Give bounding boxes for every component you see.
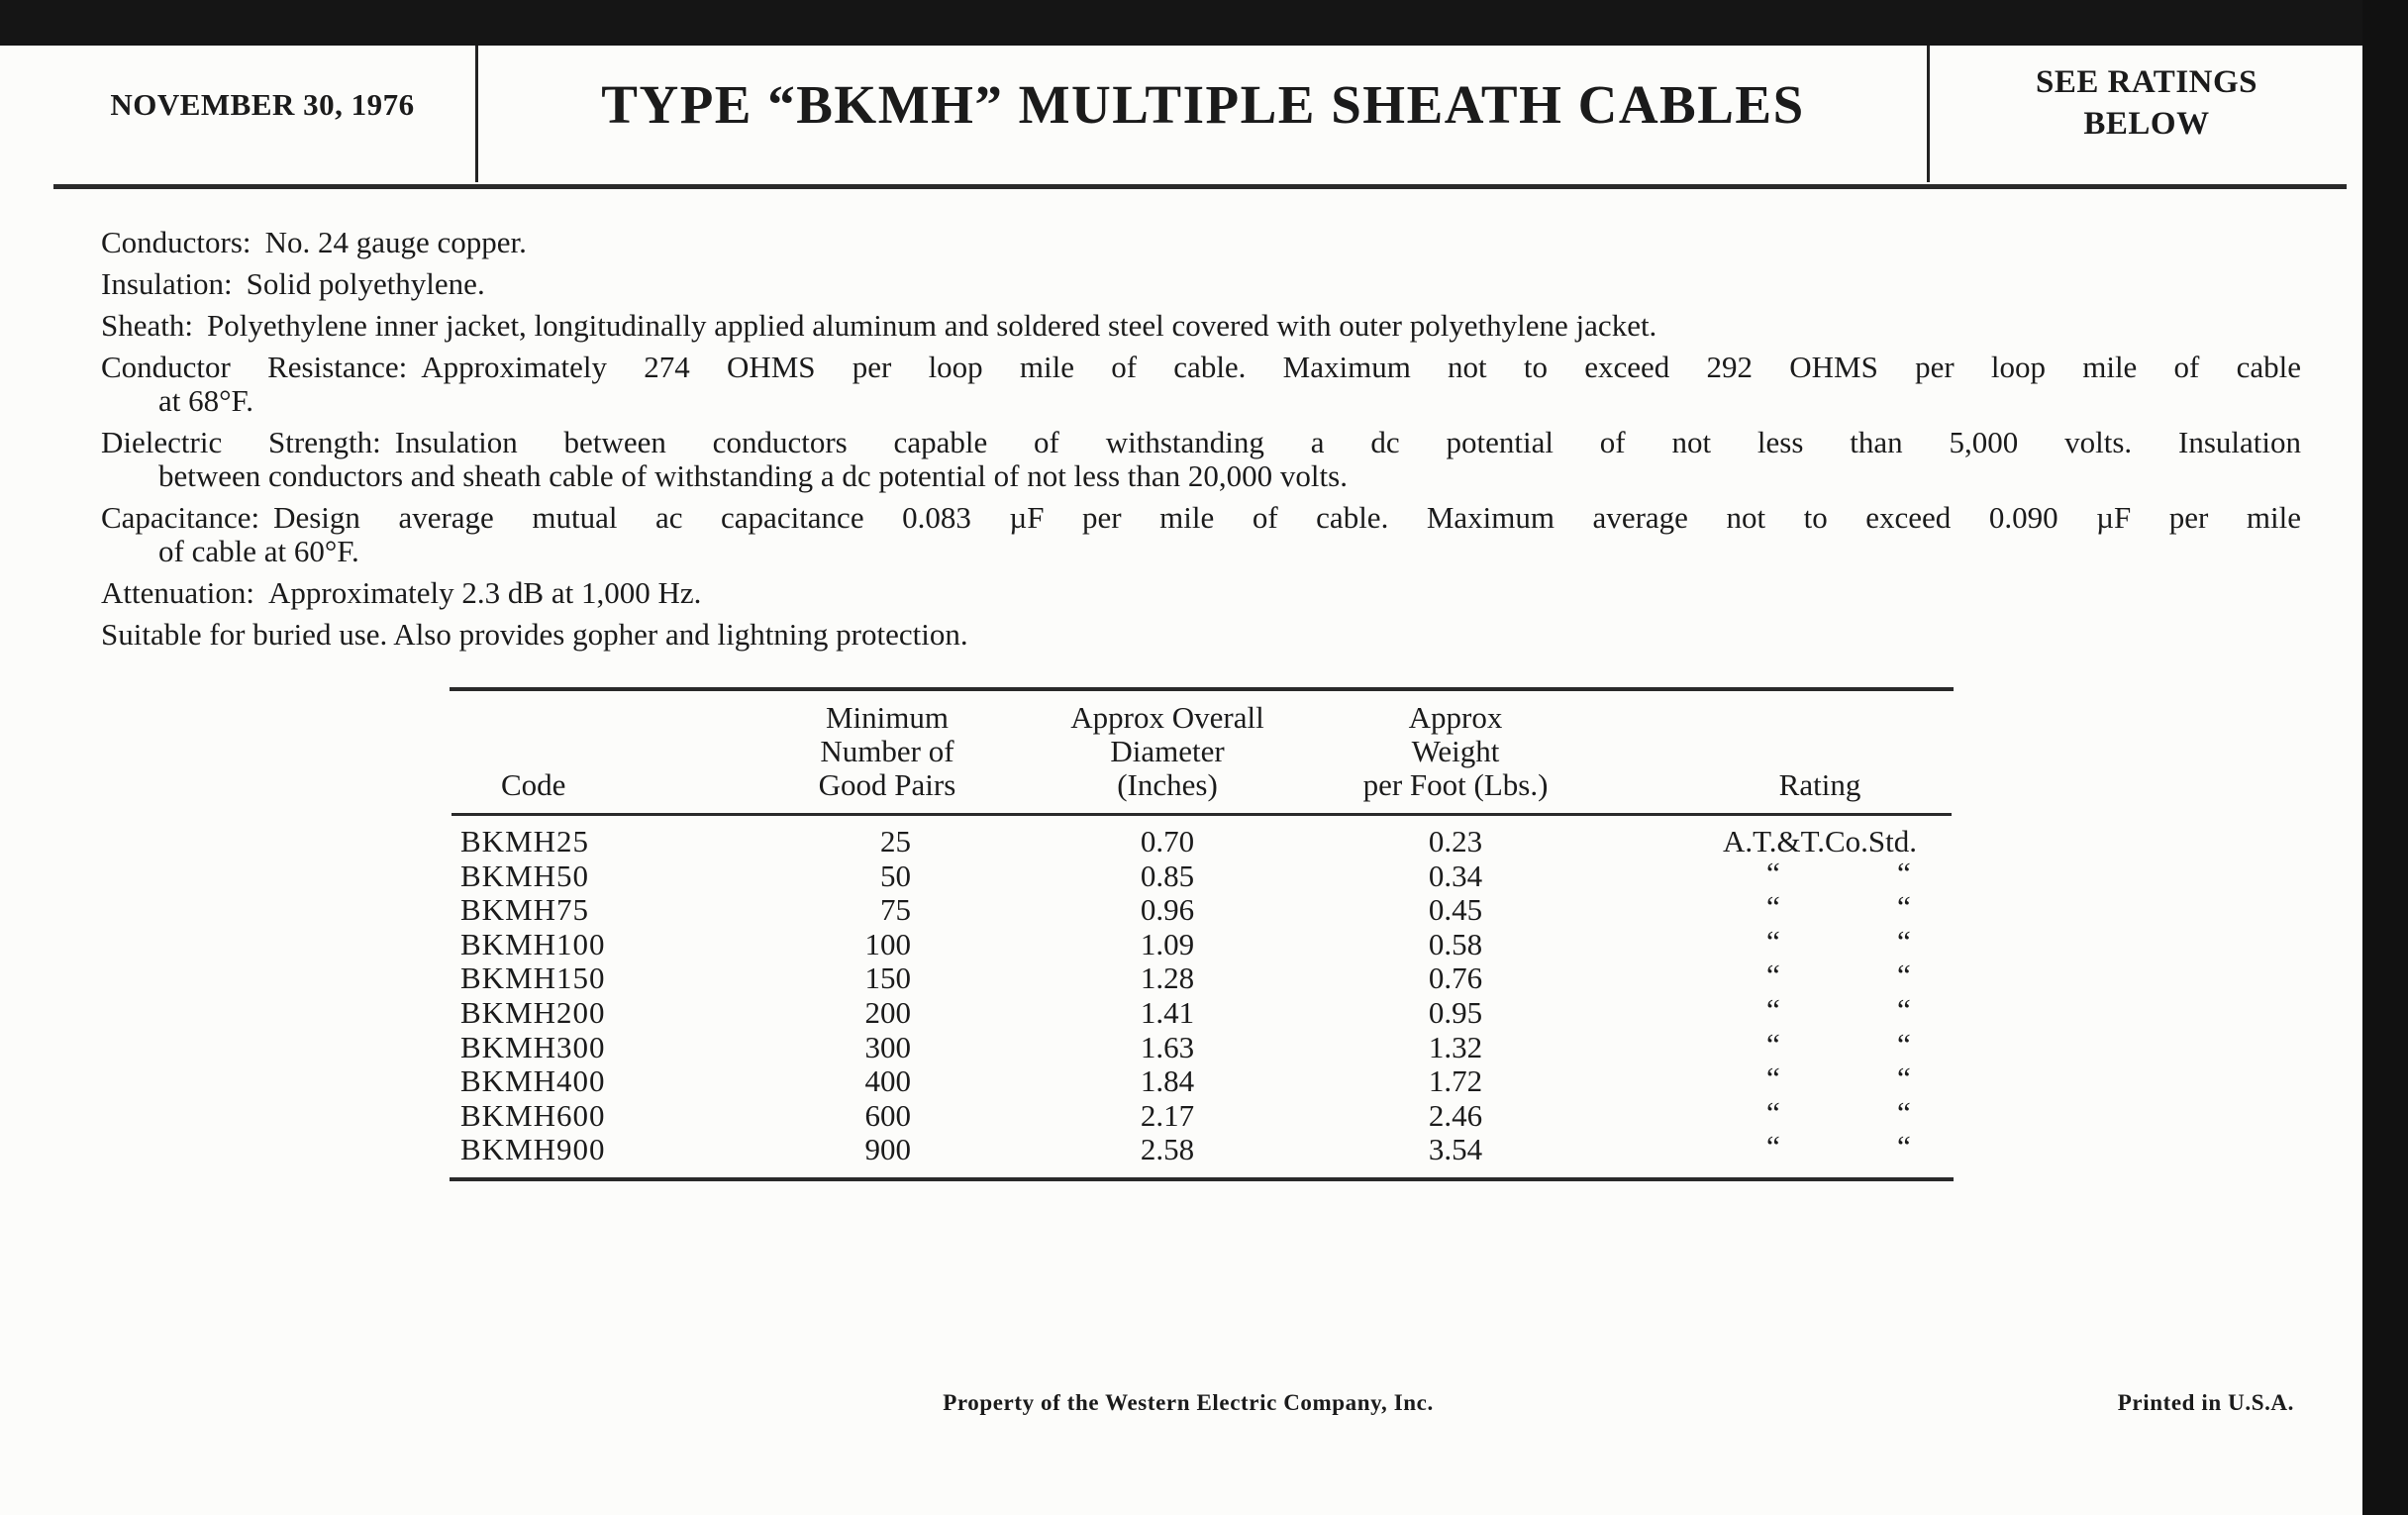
cell-weight: 0.95 — [1428, 995, 1483, 1030]
column-header-pairs: Number of — [820, 734, 954, 768]
ditto-mark: “ — [1897, 1129, 1911, 1164]
cell-code: BKMH150 — [460, 960, 606, 996]
cell-diameter: 2.58 — [1140, 1132, 1195, 1167]
spec-line — [101, 501, 2301, 535]
cell-pairs: 600 — [864, 1097, 911, 1133]
ditto-mark: “ — [1766, 1060, 1780, 1096]
scan-right-border — [2362, 0, 2408, 1515]
cell-diameter: 0.85 — [1140, 858, 1195, 893]
spec-text: Suitable for buried use. Also provides gopher and lightning protection. — [101, 617, 968, 652]
spec-text: Solid polyethylene. — [246, 266, 485, 301]
spec-line — [101, 576, 2301, 610]
column-header-code: Code — [501, 767, 566, 802]
cell-pairs: 300 — [864, 1029, 911, 1064]
cell-diameter: 1.28 — [1140, 960, 1195, 996]
spec-label: Capacitance: — [101, 500, 260, 535]
column-header-pairs: Good Pairs — [818, 767, 956, 802]
spec-label: Dielectric Strength: — [101, 425, 381, 459]
column-header-weight: per Foot (Lbs.) — [1362, 767, 1549, 802]
ditto-mark: “ — [1897, 889, 1911, 925]
spec-text: Polyethylene inner jacket, longitudinally applied aluminum and soldered steel covered with outer polyethylene jacket. — [207, 308, 1657, 343]
spec-text: at 68°F. — [158, 383, 254, 418]
cell-code: BKMH50 — [460, 858, 590, 893]
table-header-rule — [452, 813, 1952, 816]
spec-line — [101, 426, 2301, 459]
cell-code: BKMH400 — [460, 1063, 606, 1099]
spec-item — [101, 576, 2301, 610]
spec-text: No. 24 gauge copper. — [264, 225, 527, 259]
spec-line — [101, 535, 2301, 568]
spec-line — [101, 309, 2301, 343]
cell-weight: 3.54 — [1428, 1132, 1483, 1167]
ratings-note-line: SEE RATINGS — [2035, 64, 2258, 100]
column-header-diameter: Diameter — [1110, 734, 1225, 768]
ratings-note — [1931, 61, 2362, 145]
header-divider — [475, 46, 478, 182]
spec-text: Insulation between conductors capable of withstanding a dc potential of not less than 5,000 volts. Insulation — [394, 425, 2301, 459]
specifications — [101, 226, 2301, 652]
cell-code: BKMH900 — [460, 1132, 606, 1167]
printed-in-notice: Printed in U.S.A. — [2117, 1390, 2294, 1415]
spec-line — [101, 351, 2301, 384]
cell-code: BKMH100 — [460, 926, 606, 961]
spec-text: Approximately 274 OHMS per loop mile of cable. Maximum not to exceed 292 OHMS per loop mile of cable — [421, 350, 2301, 384]
cell-code: BKMH25 — [460, 824, 590, 858]
spec-text: of cable at 60°F. — [158, 534, 359, 568]
document-title: TYPE “BKMH” MULTIPLE SHEATH CABLES — [601, 74, 1805, 135]
column-header-diameter: Approx Overall — [1070, 700, 1264, 735]
header-rule — [53, 184, 2347, 189]
spec-line — [101, 384, 2301, 418]
spec-item — [101, 267, 2301, 301]
cell-diameter: 0.96 — [1140, 892, 1195, 928]
cell-weight: 1.32 — [1428, 1029, 1483, 1064]
cell-pairs: 100 — [864, 926, 911, 961]
table-bottom-rule — [450, 1177, 1954, 1181]
ditto-mark: “ — [1766, 1129, 1780, 1164]
document-date: NOVEMBER 30, 1976 — [110, 87, 415, 122]
spec-label: Conductor Resistance: — [101, 350, 408, 384]
ditto-mark: “ — [1766, 1026, 1780, 1061]
cell-diameter: 2.17 — [1140, 1097, 1195, 1133]
cell-weight: 1.72 — [1428, 1063, 1483, 1099]
column-header-weight: Weight — [1411, 734, 1500, 768]
cell-diameter: 0.70 — [1140, 824, 1195, 858]
spec-item — [101, 226, 2301, 259]
spec-line — [101, 459, 2301, 493]
ditto-mark: “ — [1897, 1026, 1911, 1061]
cell-code: BKMH200 — [460, 995, 606, 1030]
ditto-mark: “ — [1897, 1094, 1911, 1130]
ratings-note-line: BELOW — [2083, 106, 2210, 142]
cell-pairs: 50 — [880, 858, 911, 893]
cell-weight: 0.34 — [1428, 858, 1483, 893]
ditto-mark: “ — [1897, 923, 1911, 959]
cell-weight: 0.58 — [1428, 926, 1483, 961]
column-header-weight: Approx — [1408, 700, 1503, 735]
column-header-diameter: (Inches) — [1117, 767, 1218, 802]
cell-rating: A.T.&T.Co.Std. — [1722, 824, 1918, 858]
cell-weight: 0.76 — [1428, 960, 1483, 996]
spec-line — [101, 618, 2301, 652]
cell-code: BKMH75 — [460, 892, 590, 928]
cell-pairs: 75 — [880, 892, 911, 928]
ditto-mark: “ — [1766, 1094, 1780, 1130]
spec-label: Sheath: — [101, 308, 193, 343]
cell-diameter: 1.84 — [1140, 1063, 1195, 1099]
cell-weight: 0.45 — [1428, 892, 1483, 928]
spec-item — [101, 501, 2301, 568]
header-divider — [1927, 46, 1930, 182]
spec-label: Insulation: — [101, 266, 233, 301]
cell-code: BKMH300 — [460, 1029, 606, 1064]
cell-pairs: 200 — [864, 995, 911, 1030]
ditto-mark: “ — [1897, 992, 1911, 1027]
cell-pairs: 150 — [864, 960, 911, 996]
cell-diameter: 1.63 — [1140, 1029, 1195, 1064]
cell-diameter: 1.41 — [1140, 995, 1195, 1030]
scan-top-border — [0, 0, 2408, 46]
ditto-mark: “ — [1897, 1060, 1911, 1096]
ditto-mark: “ — [1766, 855, 1780, 890]
cell-weight: 0.23 — [1428, 824, 1483, 858]
spec-item — [101, 309, 2301, 343]
cell-pairs: 25 — [880, 824, 911, 858]
spec-text: Approximately 2.3 dB at 1,000 Hz. — [267, 575, 702, 610]
ditto-mark: “ — [1897, 855, 1911, 890]
spec-text: Design average mutual ac capacitance 0.083 µF per mile of cable. Maximum average not to exceed 0.090 µF per mile — [273, 500, 2301, 535]
ditto-mark: “ — [1766, 958, 1780, 993]
spec-label: Attenuation: — [101, 575, 254, 610]
ditto-mark: “ — [1897, 958, 1911, 993]
ditto-mark: “ — [1766, 923, 1780, 959]
cell-diameter: 1.09 — [1140, 926, 1195, 961]
column-header-pairs: Minimum — [825, 700, 949, 735]
spec-line — [101, 226, 2301, 259]
cell-weight: 2.46 — [1428, 1097, 1483, 1133]
spec-line — [101, 267, 2301, 301]
cell-code: BKMH600 — [460, 1097, 606, 1133]
cell-pairs: 900 — [864, 1132, 911, 1167]
ditto-mark: “ — [1766, 889, 1780, 925]
spec-item — [101, 351, 2301, 418]
spec-label: Conductors: — [101, 225, 251, 259]
property-notice: Property of the Western Electric Company, Inc. — [943, 1390, 1434, 1415]
cell-pairs: 400 — [864, 1063, 911, 1099]
ditto-mark: “ — [1766, 992, 1780, 1027]
table-top-rule — [450, 687, 1954, 691]
spec-item — [101, 618, 2301, 652]
spec-text: between conductors and sheath cable of withstanding a dc potential of not less than 20,000 volts. — [158, 458, 1348, 493]
column-header-rating: Rating — [1778, 767, 1861, 802]
spec-item — [101, 426, 2301, 493]
